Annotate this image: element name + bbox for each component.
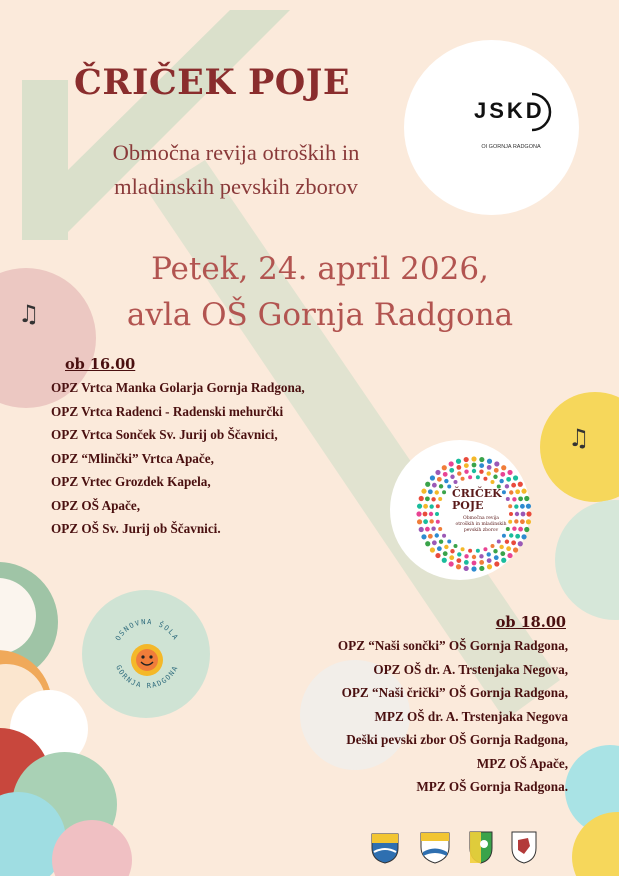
logo-dot	[518, 496, 523, 501]
school-logo-top-text: OSNOVNA ŠOLA	[114, 617, 180, 643]
logo-dot	[479, 463, 484, 468]
logo-dot	[472, 561, 477, 566]
subtitle-line-2: mladinskih pevskih zborov	[114, 174, 358, 199]
logo-dot	[435, 553, 440, 558]
logo-dot	[487, 558, 492, 563]
logo-dot	[432, 540, 437, 545]
logo-dot	[472, 463, 477, 468]
logo-dot	[468, 549, 472, 553]
logo-dot	[428, 534, 433, 539]
logo-dot	[494, 468, 499, 473]
logo-dot	[471, 456, 476, 461]
list-item: OPZ “Naši črički” OŠ Gornja Radgona,	[341, 685, 568, 700]
logo-dot	[521, 534, 526, 539]
logo-dot	[518, 541, 523, 546]
logo-dot	[423, 512, 428, 517]
logo-dot	[421, 534, 426, 539]
logo-dot	[513, 475, 518, 480]
crest-2-icon	[418, 830, 452, 864]
logo-dot	[436, 520, 440, 524]
logo-dot	[479, 560, 484, 565]
logo-dot	[435, 470, 440, 475]
logo-dot	[437, 546, 442, 551]
music-notes-icon: ♫	[18, 300, 40, 328]
logo-dot	[450, 549, 454, 553]
session-1	[51, 356, 305, 541]
logo-dot	[436, 504, 440, 508]
list-item: OPZ OŠ dr. A. Trstenjaka Negova,	[373, 661, 568, 677]
logo-dot	[494, 561, 499, 566]
logo-dot	[431, 497, 435, 501]
session-1-time: ob 16.00	[65, 356, 136, 373]
list-item: OPZ OŠ Sv. Jurij ob Ščavnici.	[51, 521, 221, 536]
logo-dot	[514, 504, 518, 508]
logo-dot	[487, 564, 492, 569]
logo-dot	[487, 552, 491, 556]
logo-dot	[479, 566, 484, 571]
logo-dot	[428, 489, 433, 494]
logo-dot	[425, 541, 430, 546]
logo-dot	[464, 554, 468, 558]
logo-dot	[425, 496, 430, 501]
logo-dot	[502, 534, 506, 538]
logo-dot	[430, 475, 435, 480]
cricek-logo-subtitle: Območna revija otroških in mladinskih pevskih zborov	[455, 516, 507, 533]
logo-dot	[417, 519, 422, 524]
logo-dot	[435, 490, 439, 494]
logo-dot	[444, 479, 448, 483]
logo-dot	[518, 482, 523, 487]
logo-dot	[439, 539, 443, 543]
logo-dot	[494, 461, 499, 466]
logo-dot	[500, 551, 505, 556]
logo-dot	[507, 470, 512, 475]
school-logo	[104, 612, 190, 698]
logo-dot	[479, 457, 484, 462]
list-item: MPZ OŠ dr. A. Trstenjaka Negova	[374, 708, 568, 724]
school-logo-bottom-text: GORNJA RADGONA	[114, 663, 180, 691]
logo-dot	[479, 469, 483, 473]
logo-dot	[476, 549, 480, 553]
logo-dot	[497, 539, 501, 543]
logo-dot	[429, 512, 433, 516]
crest-1-icon	[370, 832, 400, 864]
cricek-poje-logo	[415, 455, 533, 573]
logo-dot	[443, 472, 448, 477]
logo-dot	[524, 527, 529, 532]
logo-dot	[507, 553, 512, 558]
logo-dot	[526, 511, 531, 516]
logo-dot	[493, 475, 497, 479]
logo-dot	[508, 504, 512, 508]
logo-dot	[505, 539, 509, 543]
logo-dot	[442, 465, 447, 470]
music-notes-icon-right: ♫	[568, 424, 590, 452]
logo-dot	[449, 461, 454, 466]
list-item: Deški pevski zbor OŠ Gornja Radgona,	[346, 732, 568, 747]
logo-dot	[432, 483, 437, 488]
logo-dot	[499, 545, 503, 549]
logo-dot	[444, 545, 448, 549]
event-date: Petek, 24. april 2026,	[151, 251, 489, 287]
logo-dot	[505, 484, 509, 488]
logo-dot	[457, 471, 461, 475]
logo-dot	[456, 558, 461, 563]
logo-dot	[461, 477, 465, 481]
logo-dot	[417, 504, 422, 509]
logo-dot	[499, 479, 503, 483]
logo-dot	[419, 496, 424, 501]
logo-dot	[419, 527, 424, 532]
logo-dot	[464, 457, 469, 462]
logo-dot	[494, 555, 499, 560]
event-info	[80, 246, 560, 338]
logo-dot	[491, 480, 495, 484]
session-2-time: ob 18.00	[495, 614, 566, 631]
logo-dot	[483, 547, 487, 551]
logo-dot	[472, 555, 476, 559]
event-venue: avla OŠ Gornja Radgona	[126, 297, 514, 333]
logo-dot	[464, 566, 469, 571]
logo-dot	[449, 468, 454, 473]
logo-dot	[472, 469, 476, 473]
logo-dot	[515, 512, 519, 516]
logo-dot	[506, 497, 510, 501]
logo-dot	[521, 489, 526, 494]
sun-icon	[131, 644, 163, 676]
logo-dot	[421, 489, 426, 494]
logo-dot	[468, 475, 472, 479]
list-item: OPZ Vrtca Manka Golarja Gornja Radgona,	[51, 380, 305, 395]
poster-subtitle	[46, 136, 426, 204]
session-2	[270, 614, 568, 799]
logo-dot	[454, 544, 458, 548]
logo-dot	[425, 527, 430, 532]
logo-dot	[501, 465, 506, 470]
logo-dot	[442, 490, 446, 494]
logo-dot	[429, 504, 433, 508]
svg-text:OSNOVNA ŠOLA	[114, 618, 180, 642]
logo-dot	[515, 489, 520, 494]
logo-dot	[518, 527, 523, 532]
logo-dot	[513, 547, 518, 552]
logo-dot	[526, 504, 531, 509]
list-item: OPZ OŠ Apače,	[51, 497, 141, 513]
logo-dot	[487, 465, 492, 470]
logo-dot	[423, 504, 428, 509]
logo-dot	[450, 475, 454, 479]
logo-dot	[520, 504, 525, 509]
logo-dot	[456, 459, 461, 464]
logo-dot	[511, 540, 516, 545]
logo-dot	[491, 544, 495, 548]
logo-dot	[447, 539, 451, 543]
logo-dot	[502, 490, 506, 494]
logo-dot	[521, 512, 526, 517]
logo-dot	[483, 477, 487, 481]
logo-dot	[509, 490, 513, 494]
logo-dot	[456, 465, 461, 470]
logo-dot	[464, 560, 469, 565]
logo-dot	[464, 469, 468, 473]
logo-dot	[487, 459, 492, 464]
logo-dot	[449, 561, 454, 566]
logo-dot	[431, 527, 435, 531]
list-item: OPZ “Naši sončki” OŠ Gornja Radgona,	[337, 638, 568, 653]
logo-dot	[476, 475, 480, 479]
logo-dot	[416, 511, 421, 516]
logo-dot	[430, 547, 435, 552]
session-1-list	[51, 376, 305, 541]
list-item: OPZ “Mlinčki” Vrtca Apače,	[51, 450, 214, 466]
logo-dot	[425, 482, 430, 487]
logo-dot	[464, 463, 469, 468]
list-item: OPZ Vrtca Radenci - Radenski mehurčki	[51, 403, 284, 419]
logo-dot	[443, 551, 448, 556]
jskd-logo-text: JSKD	[474, 98, 545, 123]
list-item: OPZ Vrtca Sonček Sv. Jurij ob Ščavnici,	[51, 427, 278, 442]
list-item: MPZ OŠ Apače,	[476, 755, 568, 771]
logo-dot	[471, 566, 476, 571]
logo-dot	[511, 483, 516, 488]
logo-dot	[438, 497, 442, 501]
logo-dot	[500, 472, 505, 477]
logo-dot	[454, 480, 458, 484]
logo-dot	[449, 555, 454, 560]
logo-dot	[437, 477, 442, 482]
logo-dot	[515, 534, 520, 539]
logo-dot	[479, 554, 483, 558]
logo-dot	[487, 471, 491, 475]
logo-dot	[442, 558, 447, 563]
logo-dot	[501, 558, 506, 563]
logo-dot	[435, 533, 439, 537]
logo-dot	[439, 484, 443, 488]
logo-dot	[438, 527, 442, 531]
subtitle-line-1: Območna revija otroških in	[112, 140, 360, 165]
poster-title: ČRIČEK POJE	[74, 62, 350, 103]
logo-dot	[506, 477, 511, 482]
logo-dot	[456, 564, 461, 569]
logo-dot	[423, 519, 428, 524]
crest-3-icon	[468, 830, 494, 864]
jskd-logo-circle-icon	[528, 92, 558, 132]
cricek-logo-title: ČRIČEK POJE	[452, 487, 502, 512]
logo-dot	[512, 497, 516, 501]
logo-dot	[524, 496, 529, 501]
logo-dot	[457, 552, 461, 556]
logo-dot	[514, 519, 518, 523]
list-item: MPZ OŠ Gornja Radgona.	[416, 779, 568, 794]
logo-dot	[447, 485, 451, 489]
logo-dot	[526, 519, 531, 524]
logo-dot	[429, 519, 433, 523]
logo-dot	[435, 512, 439, 516]
logo-dot	[520, 519, 525, 524]
logo-dot	[506, 546, 511, 551]
logo-dot	[461, 547, 465, 551]
list-item: OPZ Vrtec Grozdek Kapela,	[51, 474, 211, 489]
logo-dot	[493, 549, 497, 553]
session-2-list	[270, 634, 568, 799]
jskd-logo-subtitle: OI GORNJA RADGONA	[481, 144, 541, 150]
crest-4-icon	[510, 830, 538, 864]
logo-dot	[442, 534, 446, 538]
